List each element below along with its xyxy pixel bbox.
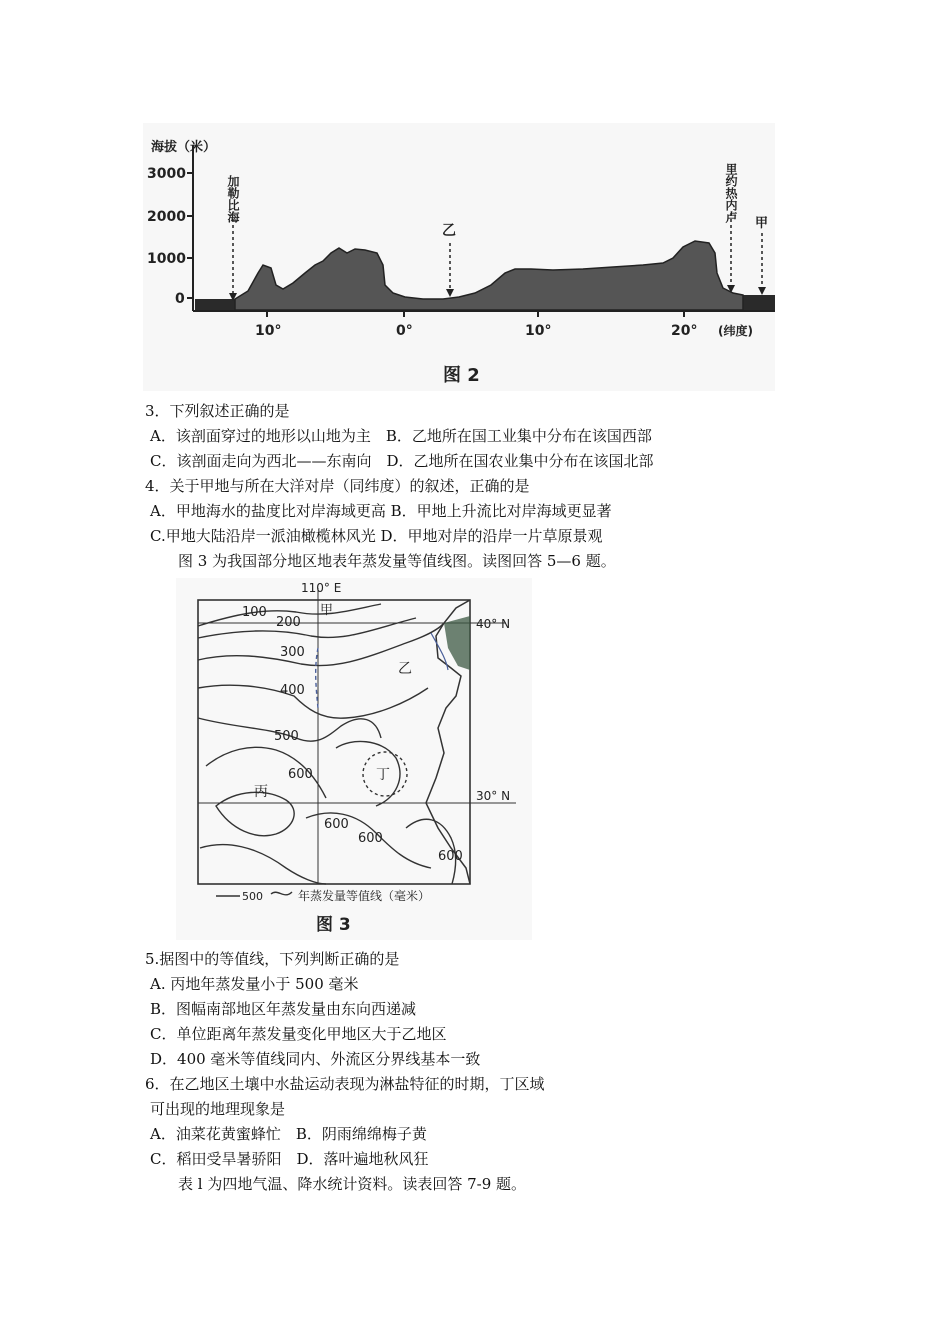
q5-option-c: C．单位距离年蒸发量变化甲地区大于乙地区 bbox=[150, 1025, 447, 1043]
place-jia: 甲 bbox=[320, 603, 334, 618]
q6-stem-2: 可出现的地理现象是 bbox=[150, 1100, 286, 1118]
contour-100: 100 bbox=[242, 605, 267, 620]
contour-600-c: 600 bbox=[358, 831, 383, 846]
q5-option-b: B．图幅南部地区年蒸发量由东向西递减 bbox=[150, 1000, 417, 1018]
contour-400: 400 bbox=[280, 683, 305, 698]
figure-3-caption: 图 3 bbox=[316, 915, 351, 935]
table1-intro: 表 l 为四地气温、降水统计资料。读表回答 7-9 题。 bbox=[178, 1175, 527, 1193]
q4-options-ab: A．甲地海水的盐度比对岸海域更高 B．甲地上升流比对岸海域更显著 bbox=[150, 502, 612, 520]
legend-value: 500 bbox=[242, 890, 263, 903]
q5-option-d: D．400 毫米等值线同内、外流区分界线基本一致 bbox=[150, 1050, 481, 1068]
q6-options-ab: A．油菜花黄蜜蜂忙 B．阴雨绵绵梅子黄 bbox=[150, 1125, 427, 1143]
profile-chart bbox=[143, 123, 775, 391]
q6-stem-1: 6．在乙地区土壤中水盐运动表现为淋盐特征的时期，丁区域 bbox=[145, 1075, 545, 1093]
x-tick-10s: 10° bbox=[255, 323, 282, 339]
longitude-110e: 110° E bbox=[301, 581, 342, 595]
label-rio: 里约热内卢 bbox=[724, 163, 738, 223]
q5-option-a: A. 丙地年蒸发量小于 500 毫米 bbox=[150, 975, 359, 993]
y-tick-1000: 1000 bbox=[147, 251, 186, 267]
label-yi: 乙 bbox=[442, 223, 456, 239]
x-axis-unit: (纬度) bbox=[718, 324, 753, 338]
q6-options-cd: C．稻田受旱暑骄阳 D．落叶遍地秋风狂 bbox=[150, 1150, 429, 1168]
contour-500: 500 bbox=[274, 729, 299, 744]
contour-300: 300 bbox=[280, 645, 305, 660]
y-tick-0: 0 bbox=[175, 291, 185, 307]
x-tick-0: 0° bbox=[396, 323, 413, 339]
place-bing: 丙 bbox=[254, 784, 268, 800]
x-tick-20: 20° bbox=[671, 323, 698, 339]
q3-stem: 3．下列叙述正确的是 bbox=[145, 402, 290, 420]
contour-200: 200 bbox=[276, 615, 301, 630]
q3-options-cd: C．该剖面走向为西北——东南向 D．乙地所在国农业集中分布在该国北部 bbox=[150, 452, 654, 470]
isoline-map bbox=[176, 578, 532, 940]
y-tick-2000: 2000 bbox=[147, 209, 186, 225]
figure-3-map bbox=[176, 578, 532, 940]
legend-text: 年蒸发量等值线（毫米） bbox=[298, 889, 431, 903]
label-caribbean: 加勒比海 bbox=[226, 175, 240, 223]
x-tick-10n: 10° bbox=[525, 323, 552, 339]
figure-2-caption: 图 2 bbox=[443, 365, 480, 386]
label-jia: 甲 bbox=[755, 216, 769, 231]
contour-600-b: 600 bbox=[324, 817, 349, 832]
q3-options-ab: A．该剖面穿过的地形以山地为主 B．乙地所在国工业集中分布在该国西部 bbox=[150, 427, 652, 445]
latitude-30n: 30° N bbox=[476, 789, 511, 803]
q4-options-cd: C.甲地大陆沿岸一派油橄榄林风光 D．甲地对岸的沿岸一片草原景观 bbox=[150, 527, 603, 545]
place-yi: 乙 bbox=[398, 661, 412, 677]
q4-stem: 4．关于甲地与所在大洋对岸（同纬度）的叙述，正确的是 bbox=[145, 477, 530, 495]
figure-2-profile bbox=[143, 123, 775, 391]
contour-600-a: 600 bbox=[288, 767, 313, 782]
y-axis-label: 海拔（米） bbox=[151, 140, 217, 155]
y-tick-3000: 3000 bbox=[147, 166, 186, 182]
q5-stem: 5.据图中的等值线，下列判断正确的是 bbox=[145, 950, 400, 968]
fig3-intro: 图 3 为我国部分地区地表年蒸发量等值线图。读图回答 5—6 题。 bbox=[178, 552, 616, 570]
latitude-40n: 40° N bbox=[476, 617, 511, 631]
place-ding: 丁 bbox=[376, 767, 390, 783]
contour-600-d: 600 bbox=[438, 849, 463, 864]
